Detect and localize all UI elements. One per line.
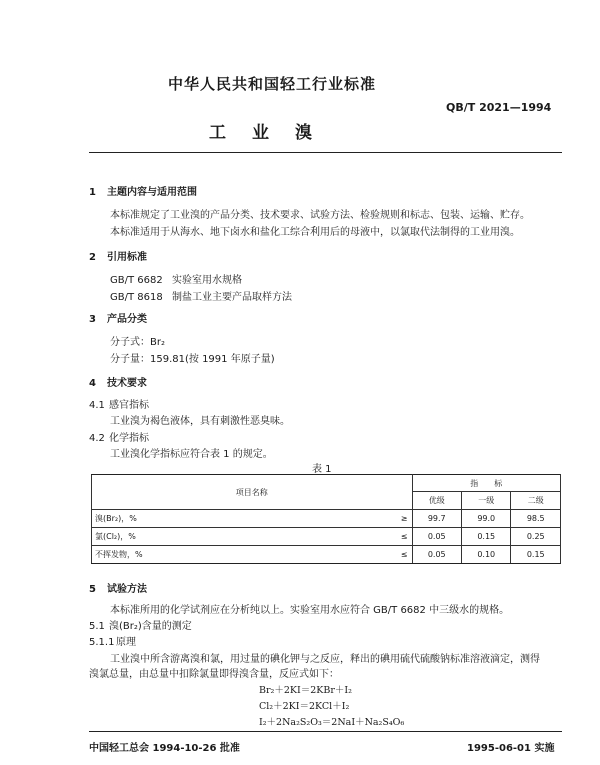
- subsection-5-1-heading: 5.1 溴(Br₂)含量的测定: [89, 621, 192, 632]
- section-3-heading: 3 产品分类: [89, 314, 147, 325]
- row-value: 99.7: [412, 510, 461, 528]
- reference-item: GB/T 8618 制盐工业主要产品取样方法: [110, 292, 292, 303]
- row-name: 氯(Cl₂)，%: [92, 528, 388, 546]
- principle-line-2: 溴氯总量，由总量中扣除氯量即得溴含量，反应式如下：: [89, 669, 339, 680]
- effective-date: 1995-06-01 实施: [467, 743, 555, 754]
- row-value: 0.05: [412, 528, 461, 546]
- reference-item: GB/T 6682 实验室用水规格: [110, 275, 242, 286]
- molecular-weight: 分子量：159.81(按 1991 年原子量): [110, 354, 275, 365]
- document-title: 工业溴: [209, 123, 338, 143]
- standard-number: QB/T 2021—1994: [446, 101, 552, 114]
- table-header-index: 指 标: [412, 475, 561, 492]
- approval-date: 中国轻工总会 1994-10-26 批准: [89, 743, 240, 754]
- section-5-heading: 5 试验方法: [89, 584, 147, 595]
- table-header-grade: 优级: [412, 492, 461, 510]
- table-header-item: 项目名称: [92, 475, 413, 510]
- row-value: 0.15: [461, 528, 510, 546]
- section-5-paragraph: 本标准所用的化学试剂应在分析纯以上。实验室用水应符合 GB/T 6682 中三级水的规格。: [110, 605, 510, 616]
- row-name: 不挥发物，%: [92, 546, 388, 564]
- section-1-paragraph-2: 本标准适用于从海水、地下卤水和盐化工综合利用后的母液中，以氯取代法制得的工业用溴。: [110, 227, 520, 238]
- table-header-grade: 一级: [461, 492, 510, 510]
- subsection-4-1-heading: 4.1 感官指标: [89, 400, 149, 411]
- section-1-paragraph-1: 本标准规定了工业溴的产品分类、技术要求、试验方法、检验规则和标志、包装、运输、贮存。: [110, 210, 530, 221]
- row-operator: ≤: [388, 528, 413, 546]
- section-1-heading: 1 主题内容与适用范围: [89, 187, 197, 198]
- table-header-grade: 二级: [511, 492, 561, 510]
- row-value: 0.10: [461, 546, 510, 564]
- row-operator: ≤: [388, 546, 413, 564]
- row-operator: ≥: [388, 510, 413, 528]
- row-value: 0.25: [511, 528, 561, 546]
- molecular-formula: 分子式：Br₂: [110, 337, 165, 348]
- subsection-4-1-text: 工业溴为褐色液体，具有刺激性恶臭味。: [110, 416, 290, 427]
- section-4-heading: 4 技术要求: [89, 378, 147, 389]
- table-row: [92, 510, 561, 528]
- footer-rule: [89, 731, 562, 732]
- reaction-equation: I₂＋2Na₂S₂O₃＝2NaI＋Na₂S₄O₆: [259, 717, 405, 728]
- principle-line-1: 工业溴中所含游离溴和氯，用过量的碘化钾与之反应，释出的碘用硫代硫酸钠标准溶液滴定，测得: [110, 654, 540, 665]
- subsection-4-2-text: 工业溴化学指标应符合表 1 的规定。: [110, 449, 273, 460]
- row-value: 98.5: [511, 510, 561, 528]
- row-value: 99.0: [461, 510, 510, 528]
- chemical-index-table: [91, 474, 561, 564]
- table-row: [92, 546, 561, 564]
- reaction-equation: Cl₂＋2KI＝2KCl＋I₂: [259, 701, 350, 712]
- row-name: 溴(Br₂)，%: [92, 510, 388, 528]
- section-2-heading: 2 引用标准: [89, 252, 147, 263]
- row-value: 0.05: [412, 546, 461, 564]
- header-rule: [89, 152, 562, 153]
- table-caption: 表 1: [312, 464, 332, 475]
- row-value: 0.15: [511, 546, 561, 564]
- subsection-4-2-heading: 4.2 化学指标: [89, 433, 149, 444]
- table-row: [92, 528, 561, 546]
- standard-category: 中华人民共和国轻工行业标准: [168, 75, 377, 93]
- reaction-equation: Br₂＋2KI＝2KBr＋I₂: [259, 685, 352, 696]
- subsection-5-1-1-heading: 5.1.1 原理: [89, 637, 136, 648]
